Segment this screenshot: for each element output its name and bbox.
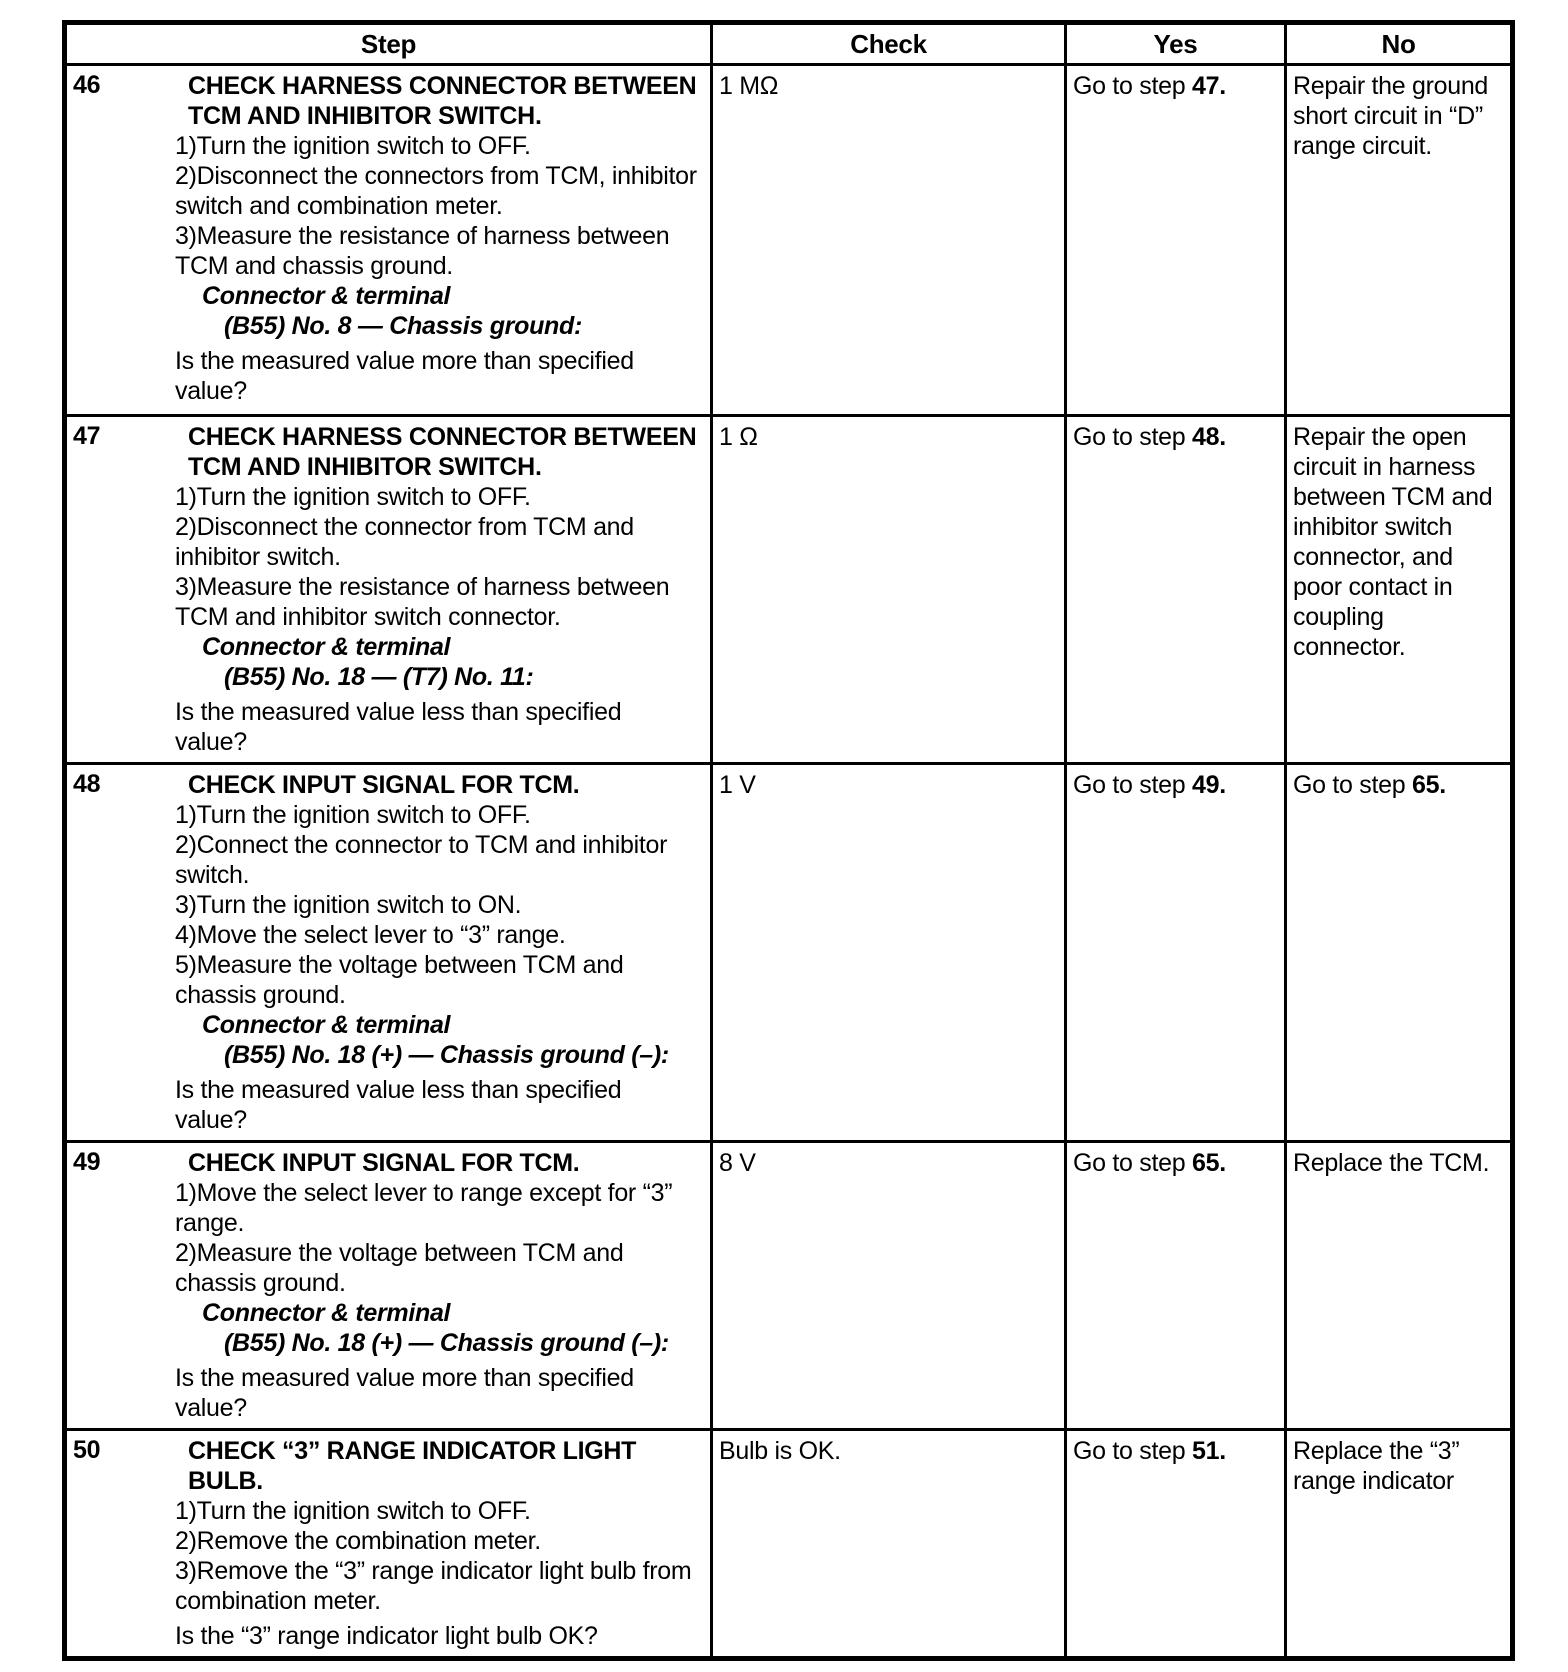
step-number: 50 [73, 1436, 101, 1464]
yes-text: Go to step [1073, 423, 1192, 451]
no-step-number: 65. [1412, 771, 1446, 799]
yes-step-number: 49. [1192, 771, 1226, 799]
step-number: 47 [73, 422, 101, 450]
step-number: 48 [73, 770, 101, 798]
yes-text: Go to step [1073, 771, 1192, 799]
connector-terminal-label: Connector & terminal [202, 633, 451, 661]
step-question: Is the measured value more than specified value? [175, 347, 634, 405]
column-header-yes: Yes [1066, 23, 1286, 65]
yes-text: Go to step [1073, 1149, 1192, 1177]
step-instruction: 3)Measure the resistance of harness between TCM and chassis ground. [175, 222, 670, 280]
step-content [175, 422, 698, 757]
step-instruction: 4)Move the select lever to “3” range. [175, 921, 566, 949]
step-cell [65, 416, 712, 764]
step-cell [65, 764, 712, 1142]
step-title: CHECK HARNESS CONNECTOR BETWEEN TCM AND INHIBITOR SWITCH. [188, 72, 697, 130]
no-text: Replace the TCM. [1293, 1149, 1490, 1177]
connector-terminal-detail: (B55) No. 8 — Chassis ground: [224, 312, 583, 340]
column-header-no: No [1286, 23, 1513, 65]
step-instruction: 2)Disconnect the connector from TCM and inhibitor switch. [175, 513, 634, 571]
step-question: Is the “3” range indicator light bulb OK? [175, 1622, 598, 1650]
no-cell [1286, 764, 1513, 1142]
no-cell [1286, 416, 1513, 764]
connector-terminal-label: Connector & terminal [202, 282, 451, 310]
check-cell: 1 V [712, 764, 1066, 1142]
column-header-check: Check [712, 23, 1066, 65]
yes-text: Go to step [1073, 1437, 1192, 1465]
step-instruction: 1)Turn the ignition switch to OFF. [175, 132, 531, 160]
table-row [65, 1430, 1513, 1659]
yes-cell [1066, 764, 1286, 1142]
step-instruction: 2)Remove the combination meter. [175, 1527, 541, 1555]
no-text: Repair the open circuit in harness between TCM and inhibitor switch connector, and poor contact in coupling connector. [1293, 423, 1493, 661]
no-text: Go to step [1293, 771, 1412, 799]
yes-cell [1066, 1430, 1286, 1659]
step-title: CHECK “3” RANGE INDICATOR LIGHT BULB. [188, 1437, 637, 1495]
step-question: Is the measured value less than specified value? [175, 1076, 622, 1134]
step-question: Is the measured value more than specified value? [175, 1364, 634, 1422]
table-row [65, 65, 1513, 416]
step-cell [65, 65, 712, 416]
step-instruction: 3)Remove the “3” range indicator light bulb from combination meter. [175, 1557, 692, 1615]
check-cell: 1 MΩ [712, 65, 1066, 416]
yes-cell [1066, 65, 1286, 416]
step-content [175, 71, 698, 406]
step-number: 49 [73, 1148, 101, 1176]
step-instruction: 3)Turn the ignition switch to ON. [175, 891, 522, 919]
step-title: CHECK INPUT SIGNAL FOR TCM. [188, 771, 580, 799]
connector-terminal-detail: (B55) No. 18 (+) — Chassis ground (–): [224, 1329, 669, 1357]
step-instruction: 1)Turn the ignition switch to OFF. [175, 801, 531, 829]
step-instruction: 5)Measure the voltage between TCM and chassis ground. [175, 951, 624, 1009]
no-text: Repair the ground short circuit in “D” range circuit. [1293, 72, 1489, 160]
connector-terminal-label: Connector & terminal [202, 1299, 451, 1327]
connector-terminal-detail: (B55) No. 18 — (T7) No. 11: [224, 663, 534, 691]
yes-text: Go to step [1073, 72, 1192, 100]
step-title: CHECK INPUT SIGNAL FOR TCM. [188, 1149, 580, 1177]
step-cell [65, 1430, 712, 1659]
step-instruction: 2)Measure the voltage between TCM and chassis ground. [175, 1239, 624, 1297]
check-cell: 8 V [712, 1142, 1066, 1430]
step-content [175, 1148, 698, 1423]
no-cell [1286, 1430, 1513, 1659]
no-cell [1286, 1142, 1513, 1430]
step-instruction: 2)Connect the connector to TCM and inhibitor switch. [175, 831, 668, 889]
step-instruction: 1)Move the select lever to range except for “3” range. [175, 1179, 673, 1237]
step-instruction: 3)Measure the resistance of harness between TCM and inhibitor switch connector. [175, 573, 670, 631]
table-row [65, 764, 1513, 1142]
connector-terminal-label: Connector & terminal [202, 1011, 451, 1039]
step-title: CHECK HARNESS CONNECTOR BETWEEN TCM AND INHIBITOR SWITCH. [188, 423, 697, 481]
diagnostic-steps-table [62, 20, 1515, 1661]
yes-step-number: 65. [1192, 1149, 1226, 1177]
step-number: 46 [73, 71, 101, 99]
yes-cell [1066, 416, 1286, 764]
check-cell: 1 Ω [712, 416, 1066, 764]
step-instruction: 1)Turn the ignition switch to OFF. [175, 483, 531, 511]
step-content [175, 770, 698, 1135]
yes-cell [1066, 1142, 1286, 1430]
no-cell [1286, 65, 1513, 416]
yes-step-number: 47. [1192, 72, 1226, 100]
table-row [65, 1142, 1513, 1430]
step-instruction: 2)Disconnect the connectors from TCM, inhibitor switch and combination meter. [175, 162, 697, 220]
yes-step-number: 48. [1192, 423, 1226, 451]
column-header-step: Step [65, 23, 712, 65]
step-cell [65, 1142, 712, 1430]
table-row [65, 416, 1513, 764]
connector-terminal-detail: (B55) No. 18 (+) — Chassis ground (–): [224, 1041, 669, 1069]
check-cell: Bulb is OK. [712, 1430, 1066, 1659]
step-instruction: 1)Turn the ignition switch to OFF. [175, 1497, 531, 1525]
no-text: Replace the “3” range indicator [1293, 1437, 1460, 1495]
header-row [65, 23, 1513, 65]
step-content [175, 1436, 698, 1651]
step-question: Is the measured value less than specified value? [175, 698, 622, 756]
yes-step-number: 51. [1192, 1437, 1226, 1465]
